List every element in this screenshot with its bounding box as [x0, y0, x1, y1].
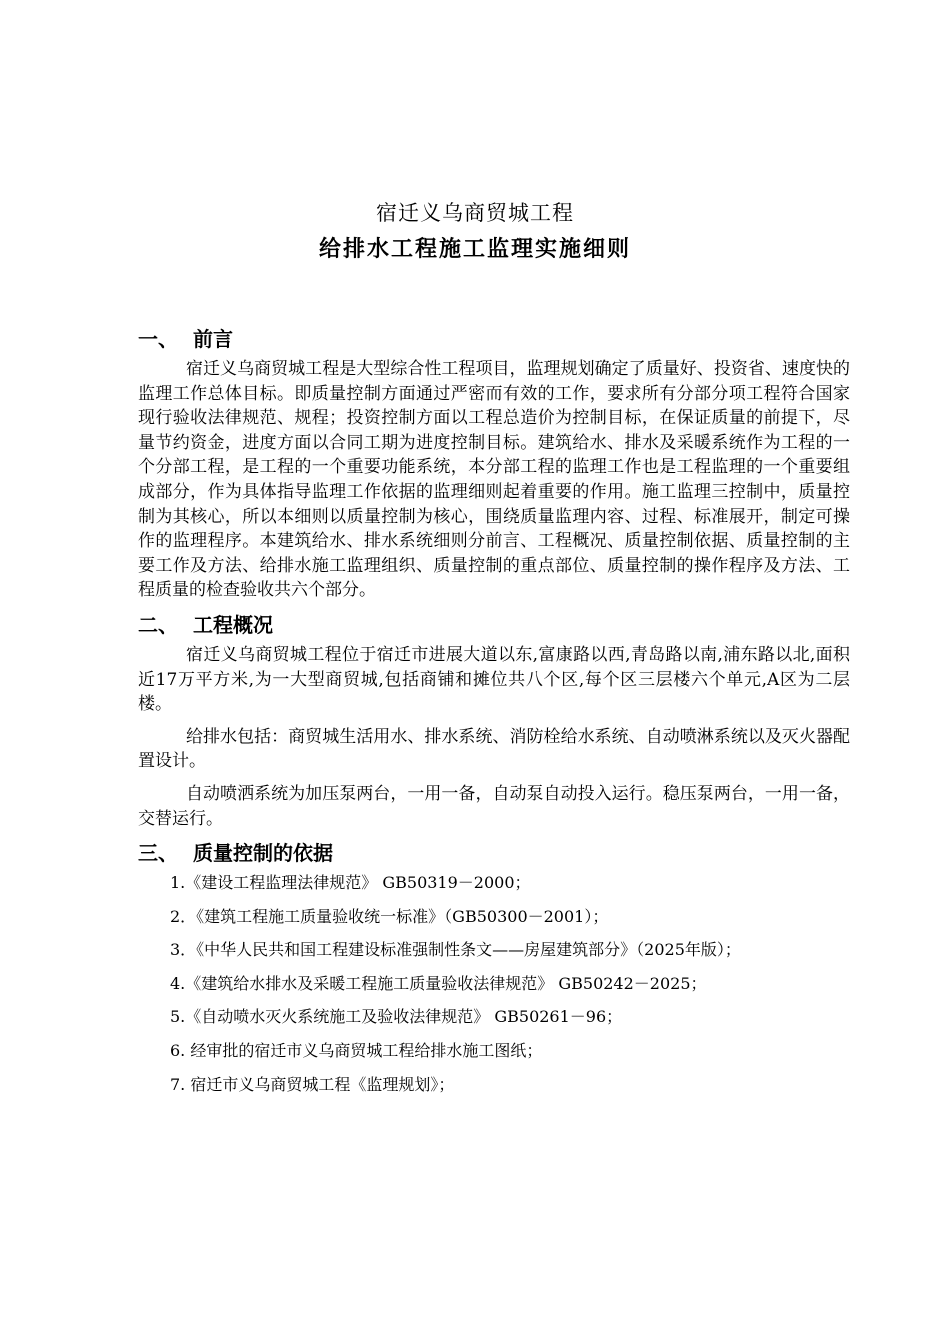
section-heading — [138, 839, 850, 867]
list-item: 6. 经审批的宿迁市义乌商贸城工程给排水施工图纸； — [170, 1041, 543, 1061]
section-number: 三、 — [138, 841, 178, 866]
document-title: 宿迁义乌商贸城工程 — [376, 201, 574, 225]
section-heading — [138, 325, 850, 353]
paragraph: 给排水包括：商贸城生活用水、排水系统、消防栓给水系统、自动喷淋系统以及灭火器配置设计。 — [138, 726, 850, 772]
section-number: 二、 — [138, 612, 178, 637]
section-preface — [138, 325, 850, 603]
list-item: 7. 宿迁市义乌商贸城工程《监理规划》； — [170, 1074, 455, 1094]
section-number: 一、 — [138, 327, 178, 351]
list-item: 1.《建设工程监理法律规范》 GB50319－2000； — [170, 873, 531, 893]
paragraph: 宿迁义乌商贸城工程位于宿迁市进展大道以东,富康路以西,青岛路以南,浦东路以北,面积近17万平方米,为一大型商贸城,包括商铺和摊位共八个区,每个区三层楼六个单元,A区为二层楼。 — [138, 644, 850, 715]
section-title: 工程概况 — [193, 612, 273, 637]
list-item: 2．《建筑工程施工质量验收统一标准》（GB50300－2001）； — [170, 906, 609, 926]
section-title: 前言 — [193, 327, 233, 351]
section-heading — [138, 611, 850, 639]
list-item: 5.《自动喷水灭火系统施工及验收法律规范》 GB50261－96； — [170, 1007, 623, 1027]
paragraph: 宿迁义乌商贸城工程是大型综合性工程项目，监理规划确定了质量好、投资省、速度快的监理工作总体目标。即质量控制方面通过严密而有效的工作，要求所有分部分项工程符合国家现行验收法律规范、规程；投资控制方面以工程总造价为控制目标，在保证质量的前提下，尽量节约资金，进度方面以合同工期为进度控制目标。建筑给水、排水及采暖系统作为工程的一个分部工程，是工程的一个重要功能系统，本分部工程的监理工作也是工程监理的一个重要组成部分，作为具体指导监理工作依据的监理细则起着重要的作用。施工监理三控制中，质量控制为其核心，所以本细则以质量控制为核心，围绕质量监理内容、过程、标准展开，制定可操作的监理程序。本建筑给水、排水系统细则分前言、工程概况、质量控制依据、质量控制的主要工作及方法、给排水施工监理组织、质量控制的重点部位、质量控制的操作程序及方法、工程质量的检查验收共六个部分。 — [138, 359, 850, 601]
document-body — [138, 325, 850, 1106]
document-subtitle: 给排水工程施工监理实施细则 — [318, 237, 631, 262]
section-project-overview — [138, 611, 850, 831]
list-item: 4.《建筑给水排水及采暖工程施工质量验收法律规范》 GB50242－2025； — [170, 973, 707, 993]
section-title: 质量控制的依据 — [193, 841, 333, 866]
reference-list — [138, 871, 850, 1097]
list-item: 3．《中华人民共和国工程建设标准强制性条文——房屋建筑部分》（2025年版）； — [170, 940, 741, 960]
section-quality-control-basis — [138, 839, 850, 1097]
paragraph: 自动喷洒系统为加压泵两台，一用一备，自动泵自动投入运行。稳压泵两台，一用一备，交替运行。 — [138, 783, 850, 829]
